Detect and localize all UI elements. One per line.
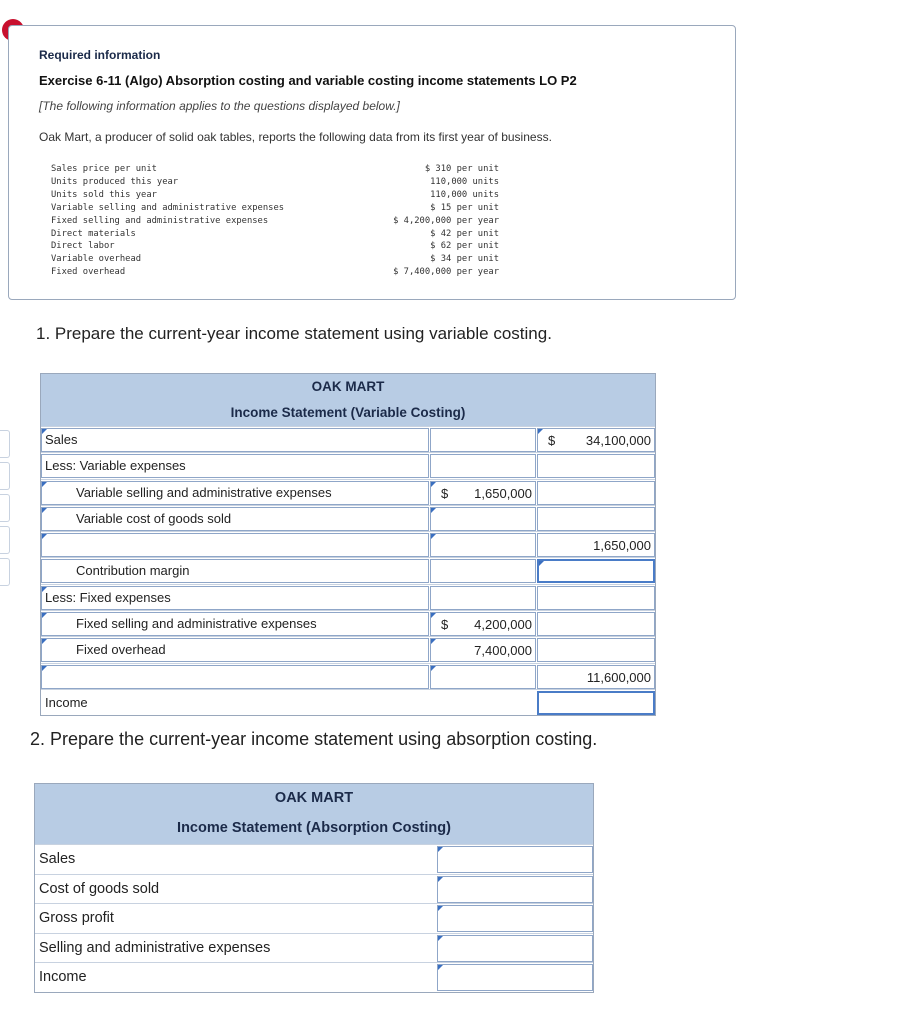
less-fixed-right-field[interactable]	[537, 586, 655, 610]
row-fixed-sga	[41, 610, 655, 636]
given-data-row	[51, 215, 499, 228]
exercise-title: Exercise 6-11 (Algo) Absorption costing and variable costing income statements LO P2	[39, 73, 577, 88]
statement-subtitle: Income Statement (Variable Costing)	[230, 405, 466, 420]
info-note: [The following information applies to the questions displayed below.]	[39, 99, 400, 113]
info-title: Required information	[39, 48, 161, 62]
given-data-value: 110,000 units	[430, 189, 499, 200]
statement-header	[35, 784, 593, 844]
given-data-label: Fixed selling and administrative expenses	[51, 215, 269, 226]
given-data-label: Variable overhead	[51, 254, 142, 265]
total-variable-label-field[interactable]	[41, 533, 429, 557]
sales-label-field[interactable]	[41, 428, 429, 452]
total-variable-label	[41, 532, 76, 557]
given-data-value: $ 42 per unit	[430, 228, 499, 239]
given-data-label: Variable selling and administrative expenses	[51, 202, 285, 213]
absorption-amount-field[interactable]	[437, 846, 593, 873]
given-data-value: 110,000 units	[430, 176, 499, 187]
variable-sga-amount-field[interactable]: $ 1,650,000	[430, 481, 536, 505]
row-contribution-margin	[41, 557, 655, 583]
absorption-amount-field[interactable]	[437, 905, 593, 932]
given-data-label: Fixed overhead	[51, 267, 126, 278]
fixed-overhead-label: Fixed overhead	[76, 642, 166, 658]
row-less-fixed	[41, 584, 655, 610]
total-fixed-label	[41, 664, 76, 689]
total-fixed-amount-field[interactable]: 11,600,000	[537, 665, 655, 689]
absorption-row	[35, 903, 593, 933]
fixed-sga-right-field[interactable]	[537, 612, 655, 636]
absorption-row	[35, 962, 593, 992]
given-data-row	[51, 240, 499, 253]
given-data-value: $ 34 per unit	[430, 254, 499, 265]
sales-amount-field[interactable]: $ 34,100,000	[537, 428, 655, 452]
less-variable-right-field[interactable]	[537, 454, 655, 478]
variable-costing-statement	[40, 373, 656, 716]
row-fixed-overhead	[41, 636, 655, 662]
fixed-overhead-right-field[interactable]	[537, 638, 655, 662]
given-data-row	[51, 228, 499, 241]
income-amount-field[interactable]	[537, 691, 655, 715]
given-data-label: Direct materials	[51, 228, 136, 239]
given-data-value: $ 7,400,000 per year	[393, 267, 499, 278]
given-data-value: $ 62 per unit	[430, 241, 499, 252]
company-name: OAK MART	[274, 790, 354, 806]
absorption-row-label: Cost of goods sold	[39, 880, 160, 897]
row-total-fixed	[41, 663, 655, 689]
variable-cogs-right-field[interactable]	[537, 507, 655, 531]
side-tab	[0, 494, 10, 522]
absorption-row	[35, 844, 593, 874]
given-data-row	[51, 253, 499, 266]
variable-cogs-label: Variable cost of goods sold	[76, 510, 232, 526]
required-information-card	[8, 25, 736, 300]
given-data-value: $ 4,200,000 per year	[393, 215, 499, 226]
side-tab	[0, 462, 10, 490]
given-data-label: Sales price per unit	[51, 164, 157, 174]
question-1: 1. Prepare the current-year income statement using variable costing.	[36, 324, 552, 343]
absorption-amount-field[interactable]	[437, 935, 593, 962]
absorption-costing-statement	[34, 783, 594, 993]
less-fixed-mid-field[interactable]	[430, 586, 536, 610]
row-less-variable	[41, 452, 655, 478]
info-intro: Oak Mart, a producer of solid oak tables, reports the following data from its first year of business.	[39, 130, 552, 144]
given-data-row	[51, 202, 499, 215]
given-data-label: Direct labor	[51, 241, 115, 252]
income-label: Income	[45, 694, 88, 710]
statement-subtitle: Income Statement (Absorption Costing)	[177, 820, 451, 836]
given-data-label: Units sold this year	[51, 189, 157, 200]
given-data-table	[51, 163, 499, 279]
sales-mid-field[interactable]	[430, 428, 536, 452]
total-fixed-label-field[interactable]	[41, 665, 429, 689]
fixed-overhead-amount-field[interactable]: 7,400,000	[430, 638, 536, 662]
row-variable-cogs	[41, 505, 655, 531]
side-tab	[0, 430, 10, 458]
absorption-row-label: Sales	[39, 851, 76, 867]
fixed-sga-label: Fixed selling and administrative expenses	[76, 616, 317, 632]
less-variable-mid-field[interactable]	[430, 454, 536, 478]
contribution-margin-amount-field[interactable]	[537, 559, 655, 583]
absorption-row	[35, 874, 593, 904]
less-variable-label: Less: Variable expenses	[45, 458, 186, 474]
total-fixed-mid-field[interactable]	[430, 665, 536, 689]
absorption-row-label: Income	[39, 969, 87, 986]
given-data-row	[51, 266, 499, 279]
variable-sga-label: Variable selling and administrative expenses	[76, 484, 332, 500]
row-sales	[41, 426, 655, 452]
total-variable-amount-field[interactable]: 1,650,000	[537, 533, 655, 557]
given-data-value: $ 310 per unit	[424, 164, 499, 174]
sales-label: Sales	[45, 432, 78, 447]
fixed-sga-amount-field[interactable]: $ 4,200,000	[430, 612, 536, 636]
row-income	[41, 689, 655, 715]
side-tab	[0, 526, 10, 554]
row-variable-sga	[41, 479, 655, 505]
variable-cogs-amount-field[interactable]	[430, 507, 536, 531]
absorption-row-label: Selling and administrative expenses	[39, 939, 271, 956]
total-variable-mid-field[interactable]	[430, 533, 536, 557]
absorption-row	[35, 933, 593, 963]
question-2: 2. Prepare the current-year income statement using absorption costing.	[30, 729, 598, 749]
given-data-value: $ 15 per unit	[430, 202, 499, 213]
contribution-mid-field[interactable]	[430, 559, 536, 583]
given-data-row	[51, 189, 499, 202]
contribution-margin-label: Contribution margin	[76, 563, 190, 579]
absorption-row-label: Gross profit	[39, 910, 114, 927]
given-data-row	[51, 163, 499, 176]
company-name: OAK MART	[311, 379, 385, 394]
row-total-variable	[41, 531, 655, 557]
statement-header	[41, 374, 655, 426]
less-fixed-label: Less: Fixed expenses	[45, 589, 171, 605]
side-tab	[0, 558, 10, 586]
absorption-amount-field[interactable]	[437, 964, 593, 991]
absorption-amount-field[interactable]	[437, 876, 593, 903]
given-data-label: Units produced this year	[51, 176, 179, 187]
given-data-row	[51, 176, 499, 189]
variable-sga-right-field[interactable]	[537, 481, 655, 505]
